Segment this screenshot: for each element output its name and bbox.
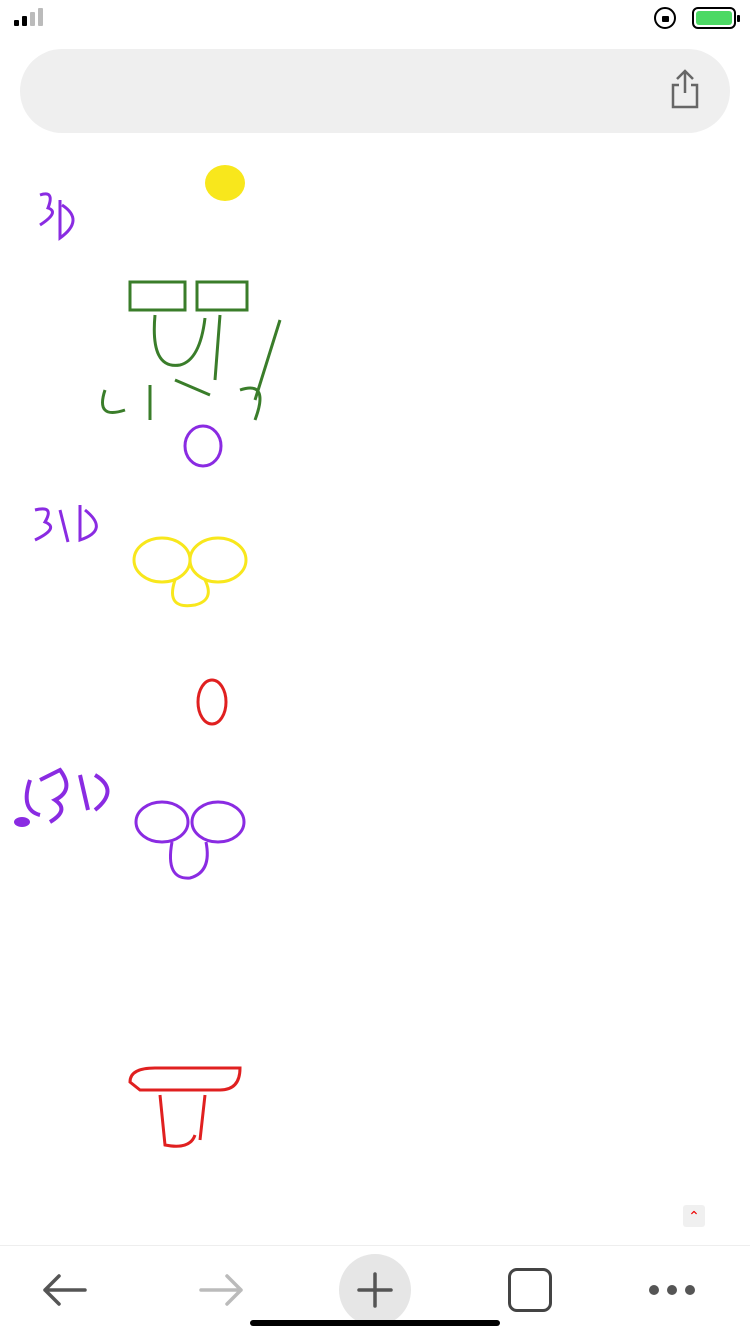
tab-count — [508, 1268, 552, 1312]
new-tab-button[interactable] — [339, 1254, 411, 1326]
page-content — [0, 150, 750, 1245]
purple-3d-scribble-1 — [40, 194, 73, 238]
purple-circle-69356 — [185, 426, 221, 466]
battery-icon — [692, 7, 736, 29]
green-box-5821 — [130, 282, 185, 310]
carrier-info — [14, 8, 65, 26]
purple-3d-scribble-3 — [27, 770, 108, 822]
red-scribble — [160, 1095, 205, 1146]
scroll-to-top-button[interactable]: ⌃ — [683, 1205, 705, 1227]
purple-3d-scribble-2 — [35, 505, 96, 542]
yellow-circle-8993 — [190, 538, 246, 582]
purple-scribble — [170, 842, 207, 878]
yellow-blob-mark — [205, 165, 245, 201]
red-circle-14138 — [198, 680, 226, 724]
purple-circle-6608 — [192, 802, 244, 842]
handwritten-annotations — [0, 150, 750, 1245]
plus-icon — [355, 1270, 395, 1310]
green-ghep-scribble — [103, 315, 281, 420]
more-dots-icon — [647, 1284, 697, 1296]
forward-button[interactable] — [192, 1260, 252, 1320]
back-button[interactable] — [34, 1260, 94, 1320]
status-right — [654, 7, 736, 29]
home-indicator — [250, 1320, 500, 1326]
share-icon[interactable] — [668, 69, 702, 109]
rotation-lock-icon — [654, 7, 676, 29]
more-menu-button[interactable] — [640, 1260, 704, 1320]
signal-icon — [14, 8, 43, 26]
browser-toolbar — [0, 1245, 750, 1334]
address-bar[interactable] — [20, 49, 730, 133]
tabs-button[interactable] — [500, 1260, 560, 1320]
status-bar — [0, 0, 750, 42]
green-box-6858 — [197, 282, 247, 310]
yellow-circle-2761 — [134, 538, 190, 582]
purple-circle-5079 — [136, 802, 188, 842]
back-arrow-icon — [39, 1272, 89, 1308]
red-box-1668-3313 — [130, 1068, 240, 1090]
purple-dot — [14, 817, 30, 827]
yellow-scribble — [173, 580, 209, 606]
forward-arrow-icon — [197, 1272, 247, 1308]
